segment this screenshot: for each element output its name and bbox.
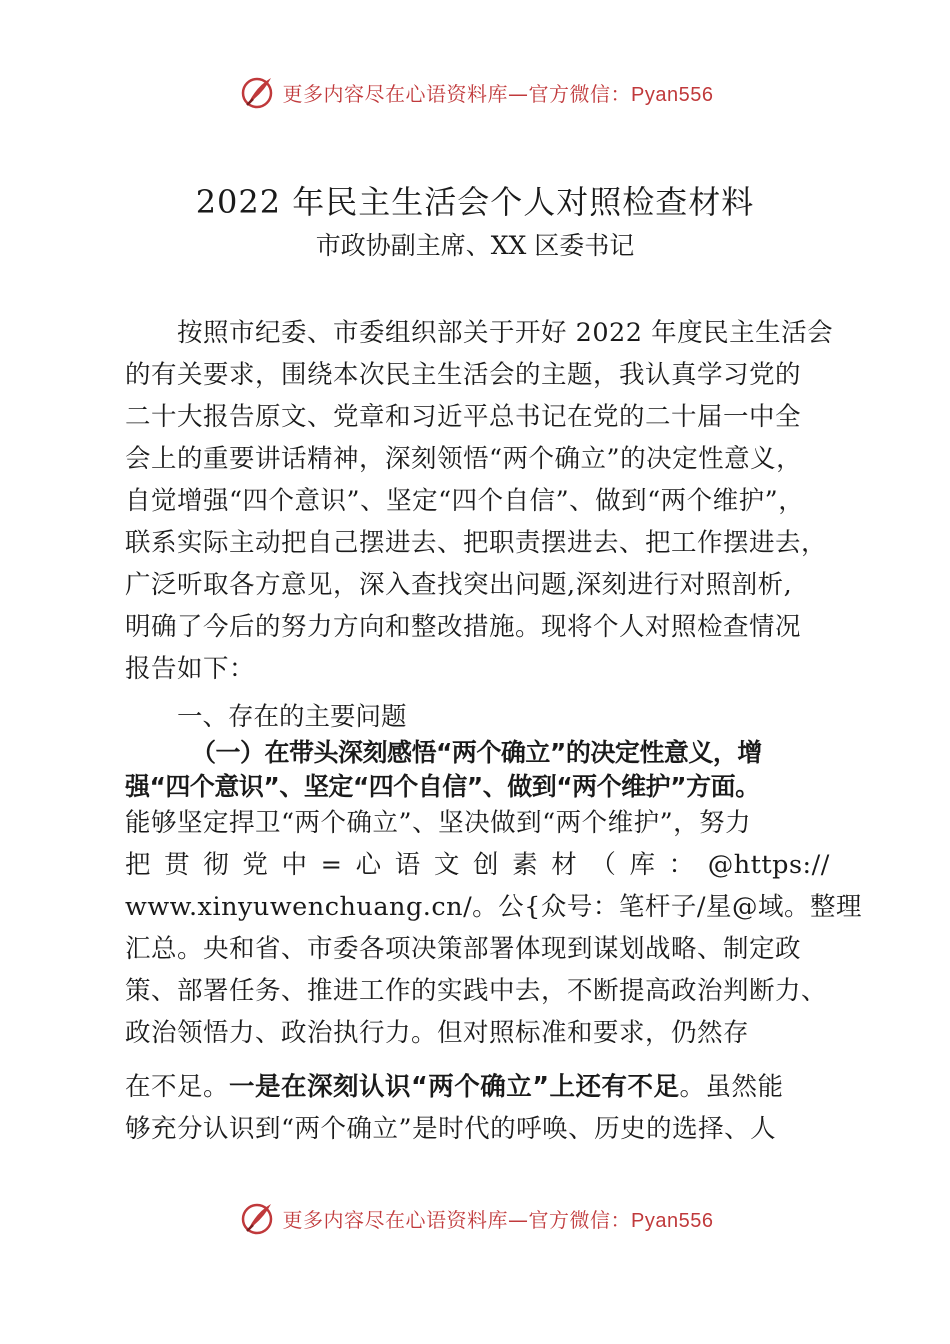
- para-line: 够充分认识到“两个确立”是时代的呼唤、历史的选择、人: [125, 1114, 777, 1144]
- section-heading: 一、存在的主要问题: [177, 702, 407, 732]
- banner-wechat-id: Pyan556: [631, 83, 714, 106]
- intro-line: 自觉增强“四个意识”、坚定“四个自信”、做到“两个维护”，: [125, 486, 805, 516]
- banner-slogan: 更多内容尽在心语资料库: [282, 81, 509, 106]
- banner-text: [283, 78, 714, 107]
- intro-line: 会上的重要讲话精神，深刻领悟“两个确立”的决定性意义，: [125, 444, 803, 474]
- quill-logo-icon: [237, 1198, 277, 1238]
- para-line: www.xinyuwenchuang.cn/。公{众号：笔杆子/星@域。整理: [125, 892, 862, 922]
- quill-logo-icon: [237, 72, 277, 112]
- intro-paragraph: [125, 312, 834, 690]
- intro-line: 二十大报告原文、党章和习近平总书记在党的二十届一中全: [125, 402, 802, 432]
- intro-line: 的有关要求，围绕本次民主生活会的主题，我认真学习党的: [125, 360, 802, 390]
- document-title: 2022 年民主生活会个人对照检查材料: [195, 183, 755, 221]
- continuation-paragraph: [125, 1066, 830, 1150]
- spread-char: 库: [629, 850, 656, 880]
- spread-char: （: [590, 850, 617, 880]
- subsection-heading: [125, 736, 835, 804]
- subsection-heading-line: 强“四个意识”、坚定“四个自信”、做到“两个维护”方面。: [125, 772, 760, 801]
- banner-separator: —: [508, 1207, 529, 1232]
- spread-char: @https://: [707, 850, 830, 880]
- top-banner: [0, 70, 950, 114]
- spread-char: =: [320, 850, 343, 880]
- banner-label: 官方微信：: [528, 1207, 632, 1232]
- intro-line: 按照市纪委、市委组织部关于开好 2022 年度民主生活会: [177, 318, 834, 348]
- para-line: [125, 1066, 830, 1108]
- spread-char: 心: [355, 850, 382, 880]
- spread-char: 贯: [164, 850, 191, 880]
- spread-char: 素: [512, 850, 539, 880]
- para-line: 汇总。央和省、市委各项决策部署体现到谋划战略、制定政: [125, 934, 802, 964]
- banner-text: [283, 1204, 714, 1233]
- spread-char: ：: [668, 850, 695, 880]
- para-suffix: 。虽然能: [679, 1072, 784, 1102]
- spread-char: 语: [394, 850, 421, 880]
- banner-separator: —: [508, 81, 529, 106]
- intro-line: 报告如下：: [125, 654, 256, 684]
- intro-line: 明确了今后的努力方向和整改措施。现将个人对照检查情况: [125, 612, 802, 642]
- banner-slogan: 更多内容尽在心语资料库: [282, 1207, 509, 1232]
- subsection-paragraph: [125, 802, 862, 1054]
- intro-line: 联系实际主动把自己摆进去、把职责摆进去、把工作摆进去，: [125, 528, 828, 558]
- spread-char: 创: [472, 850, 499, 880]
- spread-char: 党: [242, 850, 269, 880]
- banner-label: 官方微信：: [528, 81, 632, 106]
- document-subtitle: 市政协副主席、XX 区委书记: [315, 231, 635, 260]
- para-line-spread: [125, 844, 830, 886]
- spread-char: 彻: [203, 850, 230, 880]
- spread-char: 把: [125, 850, 152, 880]
- spread-char: 材: [551, 850, 578, 880]
- para-prefix: 在不足。: [125, 1072, 230, 1102]
- spread-char: 中: [281, 850, 308, 880]
- spread-char: 文: [433, 850, 460, 880]
- bold-point: 一是在深刻认识“两个确立”上还有不足: [229, 1072, 680, 1102]
- para-line: 策、部署任务、推进工作的实践中去，不断提高政治判断力、: [125, 976, 828, 1006]
- banner-wechat-id: Pyan556: [631, 1209, 714, 1232]
- bottom-banner: [0, 1196, 950, 1240]
- para-line: 能够坚定捍卫“两个确立”、坚决做到“两个维护”，努力: [125, 808, 752, 838]
- intro-line: 广泛听取各方意见，深入查找突出问题,深刻进行对照剖析,: [125, 570, 793, 600]
- subsection-heading-line: （一）在带头深刻感悟“两个确立”的决定性意义，增: [191, 738, 762, 767]
- para-line: 政治领悟力、政治执行力。但对照标准和要求，仍然存: [125, 1018, 750, 1048]
